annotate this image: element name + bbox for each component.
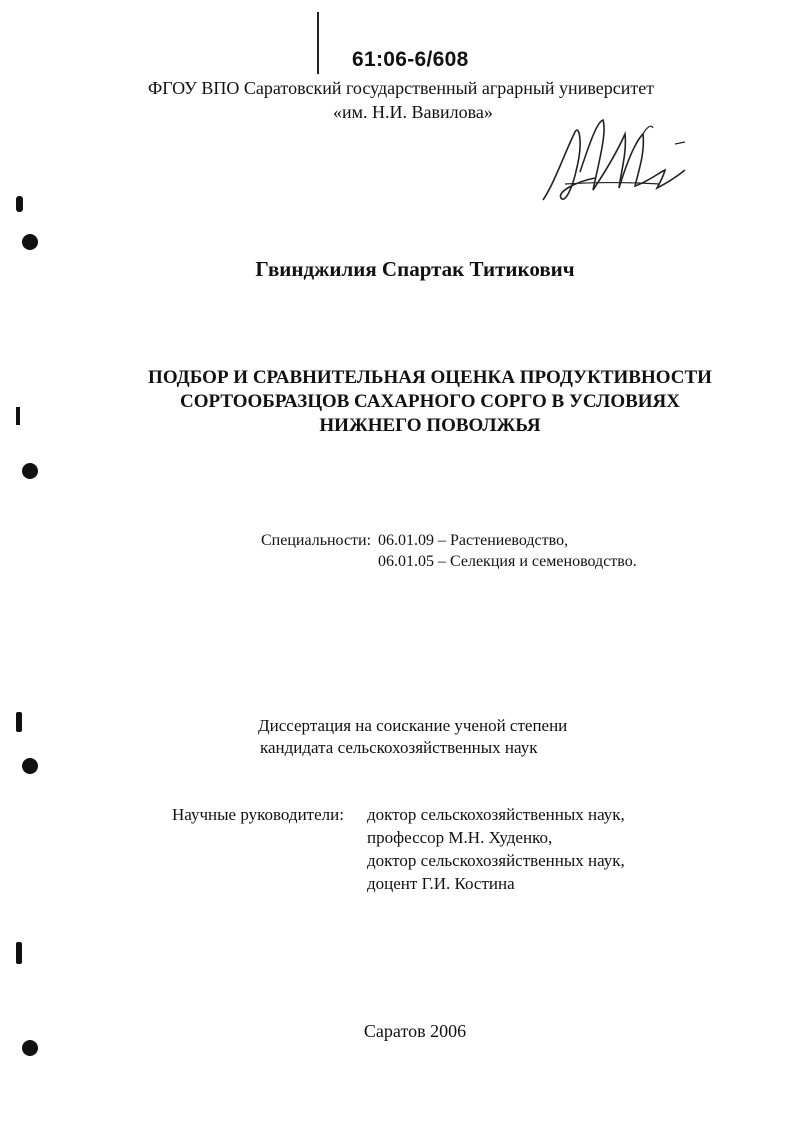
- binding-mark: [16, 942, 22, 964]
- title-line: ПОДБОР И СРАВНИТЕЛЬНАЯ ОЦЕНКА ПРОДУКТИВНОСТИ: [148, 367, 712, 388]
- archive-divider-line: [317, 12, 319, 74]
- binding-mark: [16, 712, 22, 732]
- degree-name: кандидата сельскохозяйственных наук: [260, 738, 538, 757]
- supervisor-line: доктор сельскохозяйственных наук,: [367, 851, 625, 870]
- organization-named-after: «им. Н.И. Вавилова»: [333, 102, 493, 122]
- degree-statement: Диссертация на соискание ученой степени: [258, 716, 568, 735]
- title-line: НИЖНЕГО ПОВОЛЖЬЯ: [319, 415, 541, 436]
- supervisor-line: доцент Г.И. Костина: [367, 874, 515, 893]
- supervisor-line: профессор М.Н. Худенко,: [367, 828, 553, 847]
- punch-hole: [22, 234, 38, 250]
- title-line: СОРТООБРАЗЦОВ САХАРНОГО СОРГО В УСЛОВИЯХ: [179, 391, 680, 412]
- signature-image: [535, 112, 700, 212]
- city-year: Саратов 2006: [363, 1021, 467, 1041]
- specialty-item: 06.01.05 – Селекция и семеноводство.: [378, 553, 637, 570]
- punch-hole: [22, 758, 38, 774]
- archive-code: 61:06-6/608: [352, 48, 469, 71]
- author-name: Гвинджилия Спартак Титикович: [255, 257, 575, 281]
- punch-hole: [22, 1040, 38, 1056]
- dissertation-title: [80, 366, 780, 438]
- specialty-item: 06.01.09 – Растениеводство,: [378, 532, 569, 549]
- binding-mark: [16, 196, 23, 212]
- organization-name: ФГОУ ВПО Саратовский государственный аграрный университет: [148, 78, 655, 98]
- supervisor-line: доктор сельскохозяйственных наук,: [367, 805, 625, 824]
- punch-hole: [22, 463, 38, 479]
- binding-mark: [16, 407, 20, 425]
- specialties-label: Специальности:: [261, 532, 372, 549]
- supervisors-label: Научные руководители:: [172, 805, 344, 824]
